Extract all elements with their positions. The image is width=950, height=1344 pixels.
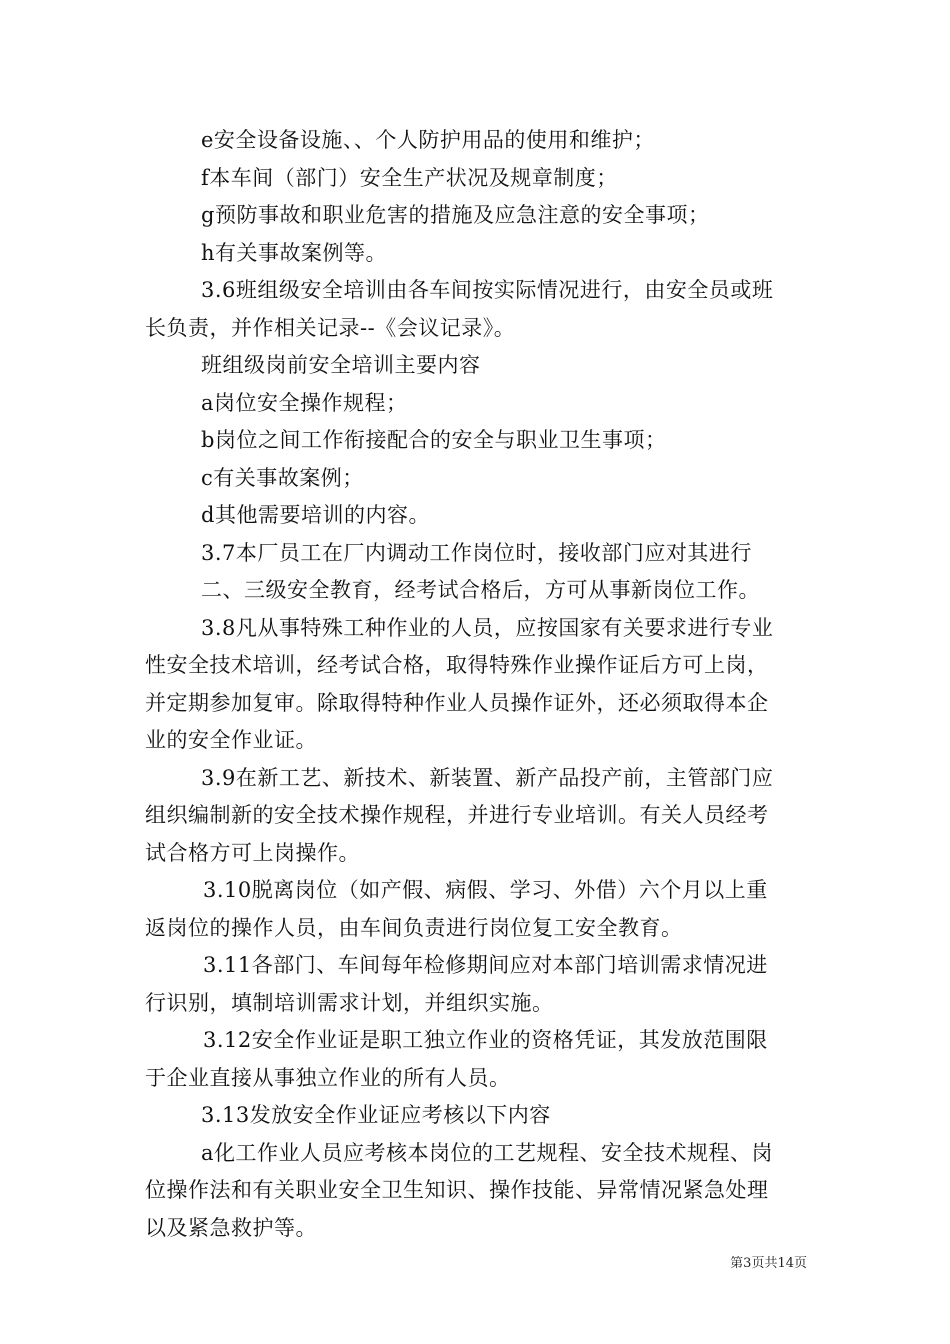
text-line: a化工作业人员应考核本岗位的工艺规程、安全技术规程、岗 bbox=[201, 1140, 774, 1165]
text-line: 于企业直接从事独立作业的所有人员。 bbox=[145, 1065, 511, 1090]
text-line: 二、三级安全教育，经考试合格后，方可从事新岗位工作。 bbox=[201, 578, 760, 602]
text-line: 性安全技术培训，经考试合格，取得特殊作业操作证后方可上岗， bbox=[145, 653, 769, 677]
text-line: 并定期参加复审。除取得特种作业人员操作证外，还必须取得本企 bbox=[145, 690, 769, 715]
text-line: 行识别，填制培训需求计划，并组织实施。 bbox=[145, 990, 554, 1015]
text-line: f本车间（部门）安全生产状况及规章制度； bbox=[201, 165, 618, 190]
text-line: 位操作法和有关职业安全卫生知识、操作技能、异常情况紧急处理 bbox=[145, 1178, 769, 1202]
document-body bbox=[145, 122, 807, 1247]
page-number: 第3页共14页 bbox=[730, 1256, 807, 1271]
text-line: c有关事故案例； bbox=[201, 465, 364, 490]
text-line: 组织编制新的安全技术操作规程，并进行专业培训。有关人员经考 bbox=[145, 803, 769, 827]
text-line: 业的安全作业证。 bbox=[145, 728, 317, 752]
text-line: 3.11各部门、车间每年检修期间应对本部门培训需求情况进 bbox=[203, 953, 768, 977]
text-line: 3.7本厂员工在厂内调动工作岗位时，接收部门应对其进行 bbox=[201, 540, 752, 565]
text-line: a岗位安全操作规程； bbox=[201, 390, 408, 415]
text-line: 试合格方可上岗操作。 bbox=[145, 840, 360, 865]
text-line: 以及紧急救护等。 bbox=[145, 1215, 317, 1240]
text-line: b岗位之间工作衔接配合的安全与职业卫生事项； bbox=[201, 428, 667, 452]
text-line: 3.12安全作业证是职工独立作业的资格凭证，其发放范围限 bbox=[203, 1028, 768, 1052]
text-line: 返岗位的操作人员，由车间负责进行岗位复工安全教育。 bbox=[145, 915, 683, 940]
text-line: e安全设备设施、、个人防护用品的使用和维护； bbox=[201, 128, 655, 152]
section-heading: 班组级岗前安全培训主要内容 bbox=[201, 353, 481, 377]
text-line: 3.10脱离岗位（如产假、病假、学习、外借）六个月以上重 bbox=[203, 878, 768, 902]
text-line: g预防事故和职业危害的措施及应急注意的安全事项； bbox=[201, 203, 710, 227]
text-line: h有关事故案例等。 bbox=[201, 240, 388, 265]
text-line: 3.13发放安全作业证应考核以下内容 bbox=[201, 1103, 551, 1127]
text-line: 3.8凡从事特殊工种作业的人员，应按国家有关要求进行专业 bbox=[201, 615, 774, 640]
text-line: 长负责，并作相关记录--《会议记录》。 bbox=[145, 315, 516, 340]
text-line: d其他需要培训的内容。 bbox=[201, 503, 430, 527]
text-line: 3.9在新工艺、新技术、新装置、新产品投产前，主管部门应 bbox=[201, 765, 774, 790]
text-line: 3.6班组级安全培训由各车间按实际情况进行，由安全员或班 bbox=[201, 278, 774, 302]
